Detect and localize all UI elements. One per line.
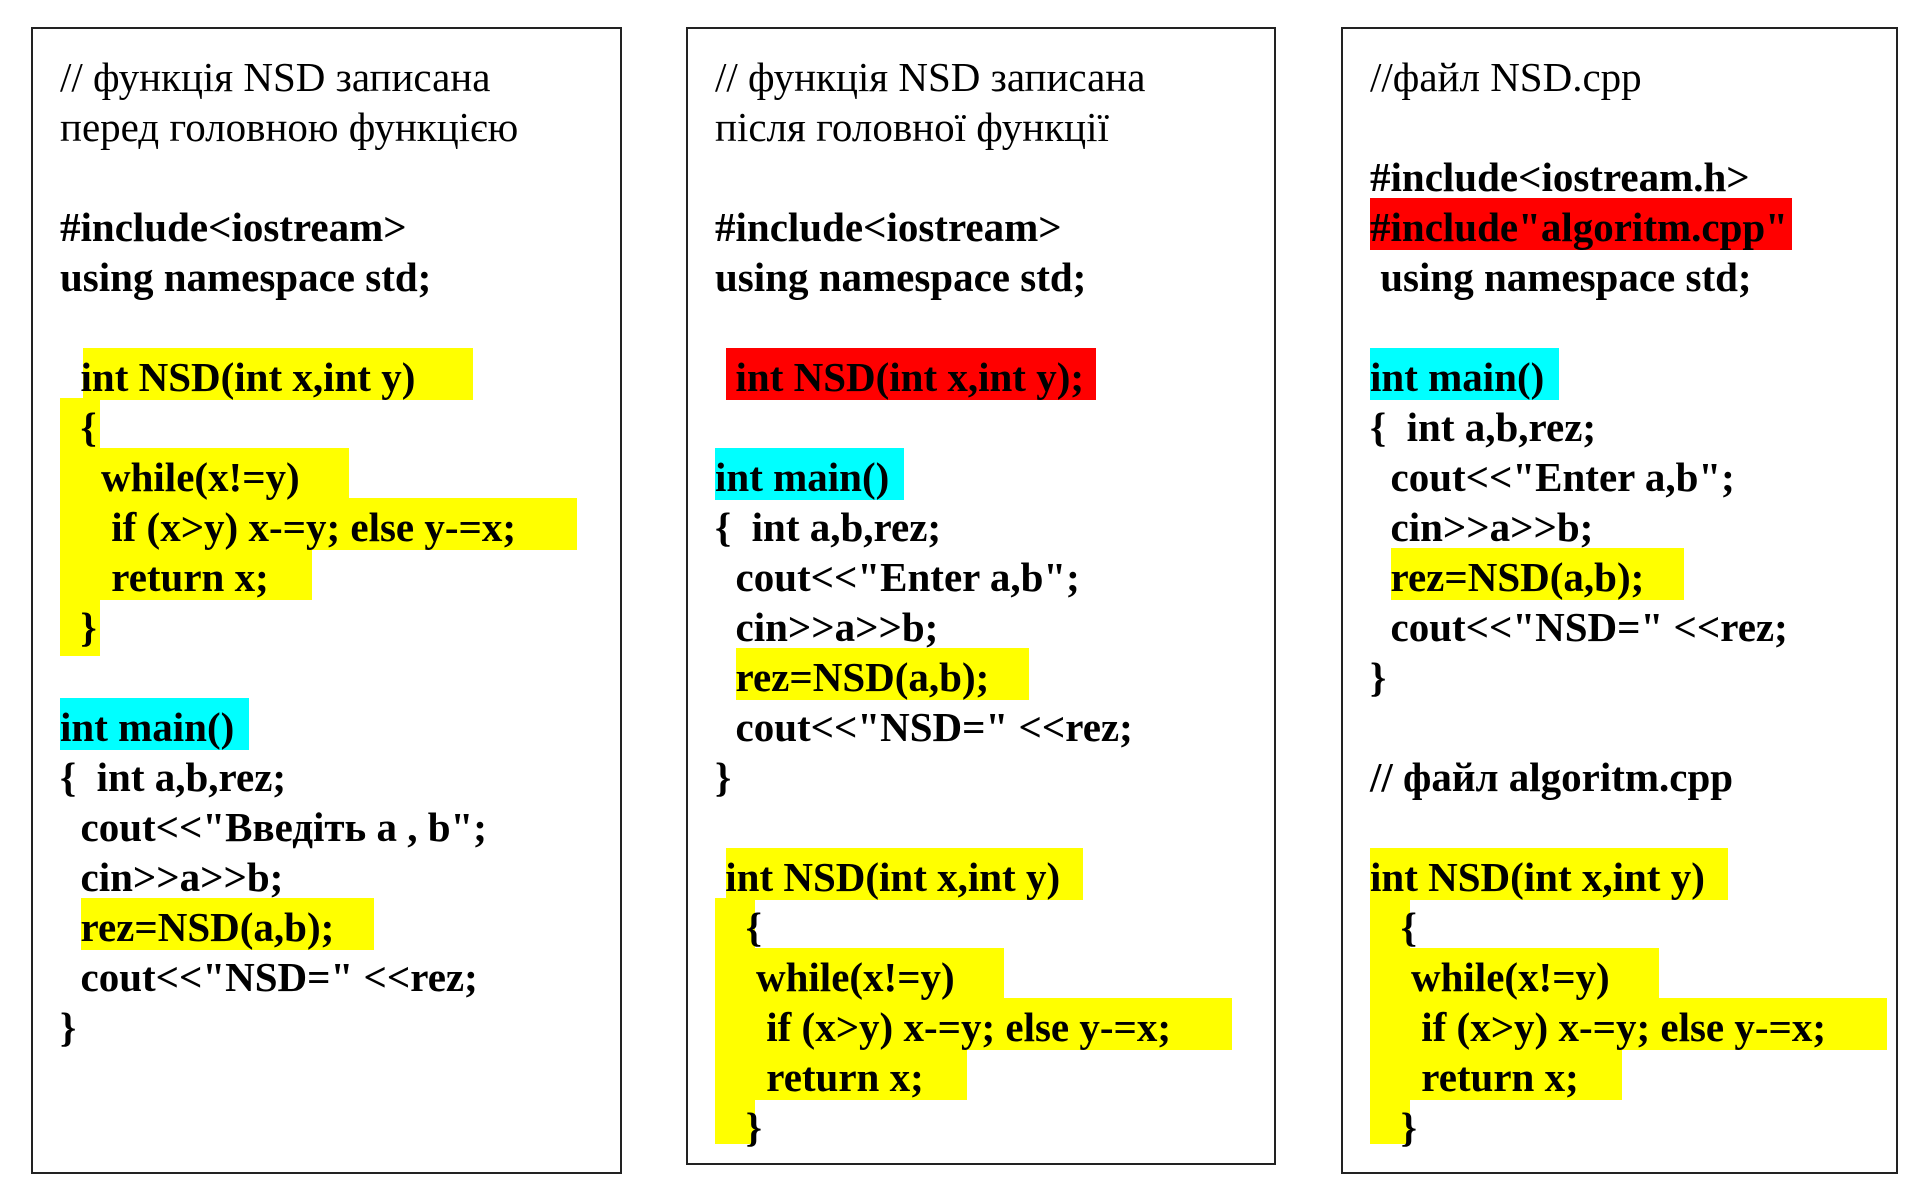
code-line: { int a,b,rez; (1370, 404, 1597, 450)
code-line: int NSD(int x,int y) (60, 354, 416, 400)
code-line: int main() (715, 454, 890, 500)
code-line: } (1370, 654, 1387, 700)
code-line: // файл algoritm.cpp (1370, 754, 1734, 800)
code-line: return x; (715, 1054, 924, 1100)
code-line: cout<<"NSD=" <<rez; (60, 954, 478, 1000)
code-line: int NSD(int x,int y) (1370, 854, 1705, 900)
code-line: cout<<"NSD=" <<rez; (715, 704, 1133, 750)
comment-line: // функція NSD записана (60, 54, 491, 100)
code-line: cin>>a>>b; (1370, 504, 1594, 550)
code-line: rez=NSD(a,b); (1370, 554, 1645, 600)
code-line: int main() (1370, 354, 1545, 400)
code-line: { int a,b,rez; (715, 504, 942, 550)
code-line: #include<iostream> (715, 204, 1062, 250)
code-line: } (60, 1004, 77, 1050)
code-line: #include<iostream.h> (1370, 154, 1750, 200)
code-line: } (715, 754, 732, 800)
code-line: return x; (60, 554, 269, 600)
comment-line: // функція NSD записана (715, 54, 1146, 100)
code-line: cin>>a>>b; (60, 854, 284, 900)
code-line: using namespace std; (1370, 254, 1752, 300)
code-line: #include<iostream> (60, 204, 407, 250)
code-line: if (x>y) x-=y; else y-=x; (1370, 1004, 1827, 1050)
code-line: int main() (60, 704, 235, 750)
code-line: rez=NSD(a,b); (60, 904, 335, 950)
code-line: rez=NSD(a,b); (715, 654, 990, 700)
code-panel-1 (31, 27, 622, 1174)
code-line: { int a,b,rez; (60, 754, 287, 800)
comment-line: //файл NSD.cpp (1370, 54, 1642, 100)
code-line: { (60, 404, 97, 450)
code-line: #include"algoritm.cpp" (1370, 204, 1788, 250)
code-line: while(x!=y) (1370, 954, 1610, 1000)
code-line: int NSD(int x,int y); (715, 354, 1085, 400)
code-line: int NSD(int x,int y) (715, 854, 1061, 900)
code-line: { (715, 904, 762, 950)
code-line: { (1370, 904, 1417, 950)
comment-line: перед головною функцією (60, 104, 519, 150)
code-panel-2 (686, 27, 1276, 1165)
code-line: return x; (1370, 1054, 1579, 1100)
code-line: } (1370, 1104, 1417, 1150)
code-line: if (x>y) x-=y; else y-=x; (715, 1004, 1172, 1050)
code-line: cout<<"Введіть а , b"; (60, 804, 487, 850)
code-line: if (x>y) x-=y; else y-=x; (60, 504, 517, 550)
code-line: } (60, 604, 97, 650)
code-line: cout<<"NSD=" <<rez; (1370, 604, 1788, 650)
code-line: while(x!=y) (60, 454, 300, 500)
code-line: using namespace std; (60, 254, 432, 300)
code-panel-3 (1341, 27, 1898, 1174)
code-line: cout<<"Enter a,b"; (715, 554, 1080, 600)
code-line: cout<<"Enter a,b"; (1370, 454, 1735, 500)
code-line: using namespace std; (715, 254, 1087, 300)
code-line: cin>>a>>b; (715, 604, 939, 650)
code-line: } (715, 1104, 762, 1150)
comment-line: після головної функції (715, 104, 1109, 150)
code-line: while(x!=y) (715, 954, 955, 1000)
